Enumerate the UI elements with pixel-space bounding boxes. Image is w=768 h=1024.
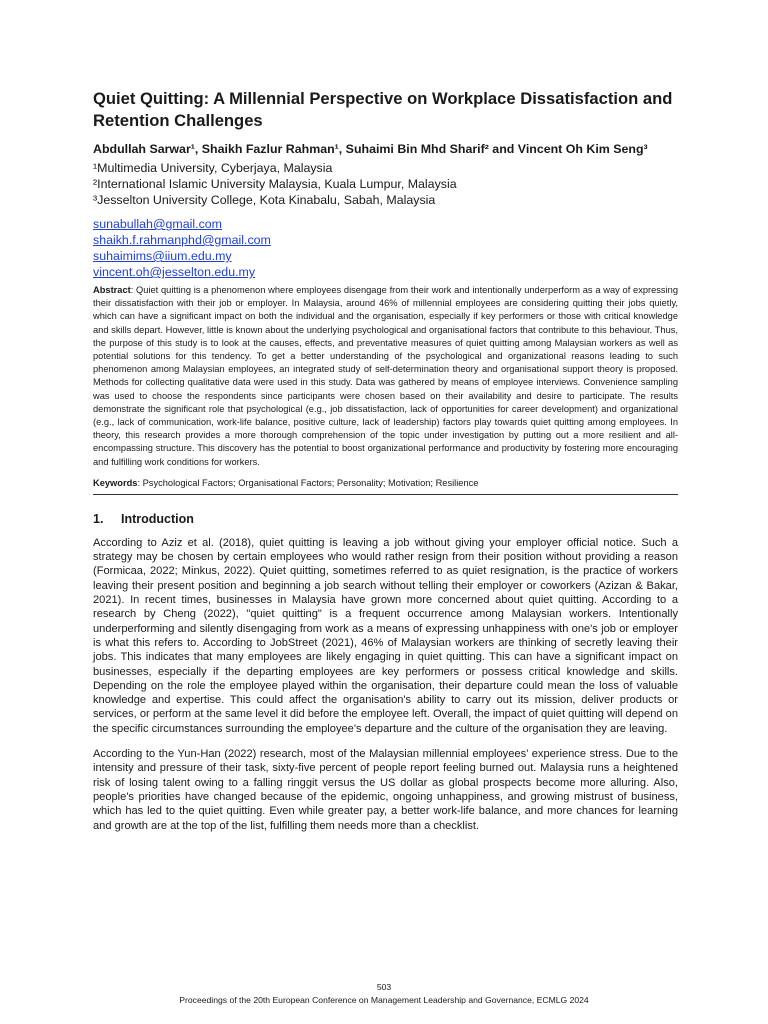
author-list: Abdullah Sarwar¹, Shaikh Fazlur Rahman¹, Suhaimi Bin Mhd Sharif² and Vincent Oh Kim Seng³ — [93, 142, 648, 156]
body-paragraph: According to the Yun-Han (2022) research, most of the Malaysian millennial employees’ experience stress. Due to the intensity and pressure of their task, sixty-five percent of people report feeling burned out. Malaysia runs a heightened risk of losing talent owing to a falling ringgit versus the US dollar as global prospects become more alluring. Also, people's priorities have changed because of the epidemic, ongoing unhappiness, and growing mistrust of business, which has led to the quiet quitting. Even while greater pay, a better work-life balance, and more chances for learning and growth are at the top of the list, fulfilling them needs more than a checklist. — [93, 748, 678, 832]
abstract — [93, 284, 678, 469]
divider — [93, 494, 678, 495]
email-link-oh[interactable]: vincent.oh@jesselton.edu.my — [93, 265, 256, 279]
abstract-text: : Quiet quitting is a phenomenon where employees disengage from their work and intentionally underperform as a way of expressing their dissatisfaction with their job or employer. In Malaysia, around 46% of millennial employees are considering quitting their jobs quietly, which can have a significant impact on both the individual and the organisation, especially if key performers or those with critical knowledge and skills depart. However, little is known about the underlying psychological and organisational factors that contribute to this behaviour. Thus, the purpose of this study is to look at the causes, effects, and preventative measures of quiet quitting among Malaysian workers as well as potential solutions for this tendency. To get a better understanding of the psychological and organizational reasons leading to such phenomenon among Malaysian employees, an integrated study of self-determination theory and organisational support theory is proposed. Methods for collecting qualitative data were used in this study. Data was gathered by means of employee interviews. Convenience sampling was used to choose the respondents since participants were chosen based on their availability and desire to participate. The results demonstrate the significant role that psychological (e.g., job dissatisfaction, lack of opportunities for career development) and organizational (e.g., lack of communication, work-life balance, positive culture, lack of leadership) factors play towards quiet quitting among employees. In theory, this research provides a more thorough comprehension of the topic under investigation by putting out a more resilient and all-encompassing structure. This discovery has the potential to boost organizational performance and productivity by fostering more encouraging and fulfilling work conditions for workers. — [93, 285, 678, 467]
affiliation-1: ¹Multimedia University, Cyberjaya, Malaysia — [93, 161, 333, 175]
email-link-sarwar[interactable]: sunabullah@gmail.com — [93, 217, 222, 231]
affiliation-2: ²International Islamic University Malaysia, Kuala Lumpur, Malaysia — [93, 177, 457, 191]
abstract-label: Abstract — [93, 285, 131, 295]
paper-title: Quiet Quitting: A Millennial Perspective on Workplace Dissatisfaction and Retention Challenges — [93, 89, 673, 130]
email-list — [93, 216, 678, 280]
body-paragraph: According to Aziz et al. (2018), quiet quitting is leaving a job without giving your employer official notice. Such a strategy may be chosen by certain employees who would rather resign from their position without providing a reason (Formicaa, 2022; Minkus, 2022). Quiet quitting, sometimes referred to as quiet resignation, is the practice of workers leaving their present position and beginning a job search without telling their employer or coworkers (Azizan & Bakar, 2021). In recent times, businesses in Malaysia have grown more concerned about quiet quitting. According to a research by Cheng (2022), "quiet quitting" is a frequent occurrence among Malaysian workers. Intentionally underperforming and silently disengaging from work as a means of expressing unhappiness with one's job or employer is what this refers to. According to JobStreet (2021), 46% of Malaysian workers are thinking of secretly leaving their jobs. This indicates that many employees are likely engaging in quiet quitting. This can have a significant impact on businesses, especially if the departing employees are key performers or possess critical knowledge and skills. Depending on the role the employee played within the organisation, their departure could mean the loss of valuable knowledge and expertise. This could affect the organisation's ability to carry out its mission, deliver products or services, or perform at the same level it did before the employee left. Overall, the impact of quiet quitting will depend on the specific circumstances surrounding the employee's departure and the culture of the organisation they are leaving. — [93, 536, 678, 735]
keywords-label: Keywords — [93, 477, 138, 488]
section-number: 1. — [93, 511, 104, 526]
email-link-rahman[interactable]: shaikh.f.rahmanphd@gmail.com — [93, 233, 271, 247]
affiliations — [93, 160, 678, 208]
keywords-text: : Psychological Factors; Organisational Factors; Personality; Motivation; Resilience — [137, 477, 479, 488]
paper-page — [93, 88, 678, 844]
keywords — [93, 477, 678, 490]
page-number: 503 — [376, 982, 392, 992]
affiliation-3: ³Jesselton University College, Kota Kinabalu, Sabah, Malaysia — [93, 193, 436, 207]
section-title: Introduction — [121, 511, 194, 526]
proceedings-footer: Proceedings of the 20th European Conference on Management Leadership and Governance, ECMLG 2024 — [179, 995, 589, 1005]
email-link-sharif[interactable]: suhaimims@iium.edu.my — [93, 249, 232, 263]
section-heading — [93, 511, 678, 527]
